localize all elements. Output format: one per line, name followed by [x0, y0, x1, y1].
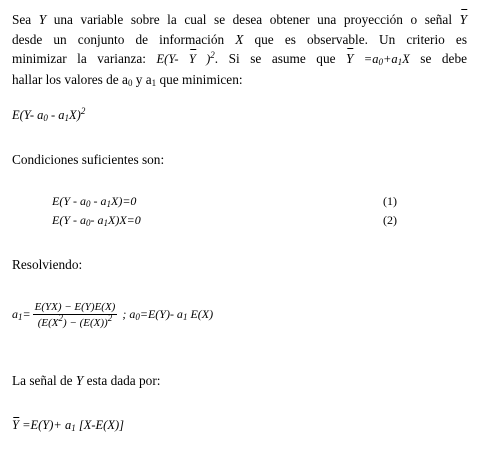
signal-sentence: La señal de Y esta dada por: [12, 373, 161, 388]
equation-number: (2) [383, 213, 397, 227]
intro-line-2: desde un conjunto de información X que es observable. Un criterio es [12, 31, 468, 47]
intro-line-1: Sea Y una variable sobre la cual se desea obtener una proyección o señal Y [12, 10, 467, 30]
equation-2: $E(Y - a_0-$ $a_1X)X=0$ (2) [52, 213, 397, 228]
fraction-denominator: ($E(X^2) - (E(X))^2$ [37, 313, 113, 329]
intro-line-3: minimizar la varianza: E(Y- Y )$^2$. Si se asume que $Y =a_0+a_1X$ se debe [12, 49, 467, 70]
conditions-heading: Condiciones suficientes son: [12, 152, 165, 167]
y-hat-symbol: Y [346, 49, 353, 69]
equation-number: (1) [383, 194, 397, 208]
y-hat-symbol: Y [12, 418, 19, 432]
intro-paragraph [12, 10, 467, 89]
y-hat-symbol: Y [189, 50, 196, 70]
y-hat-symbol: Y [460, 10, 467, 30]
fraction [33, 301, 118, 329]
solving-heading: Resolviendo: [12, 257, 83, 272]
fraction-numerator: E(YX) − E(Y)E(X) [34, 301, 116, 313]
equation-1: $E(Y - a_0 - a_1X)=0$ (1) [52, 194, 397, 209]
solution-formula: $a_1=$ $\frac{E(YX) - E(Y)E(X)}{(E(X^2) - (E(X))^2}$ ; $a_0=E(Y)-$ $a_1$ E(X) [12, 301, 214, 329]
objective-formula: E(Y- $a_0 - a_1X)^2$ [12, 106, 86, 123]
final-formula: $Y =E(Y)+ a_1$ [X-E(X)] [12, 418, 124, 433]
intro-line-4: hallar los valores de $a_0$ y $a_1$ que minimicen: [12, 71, 243, 88]
